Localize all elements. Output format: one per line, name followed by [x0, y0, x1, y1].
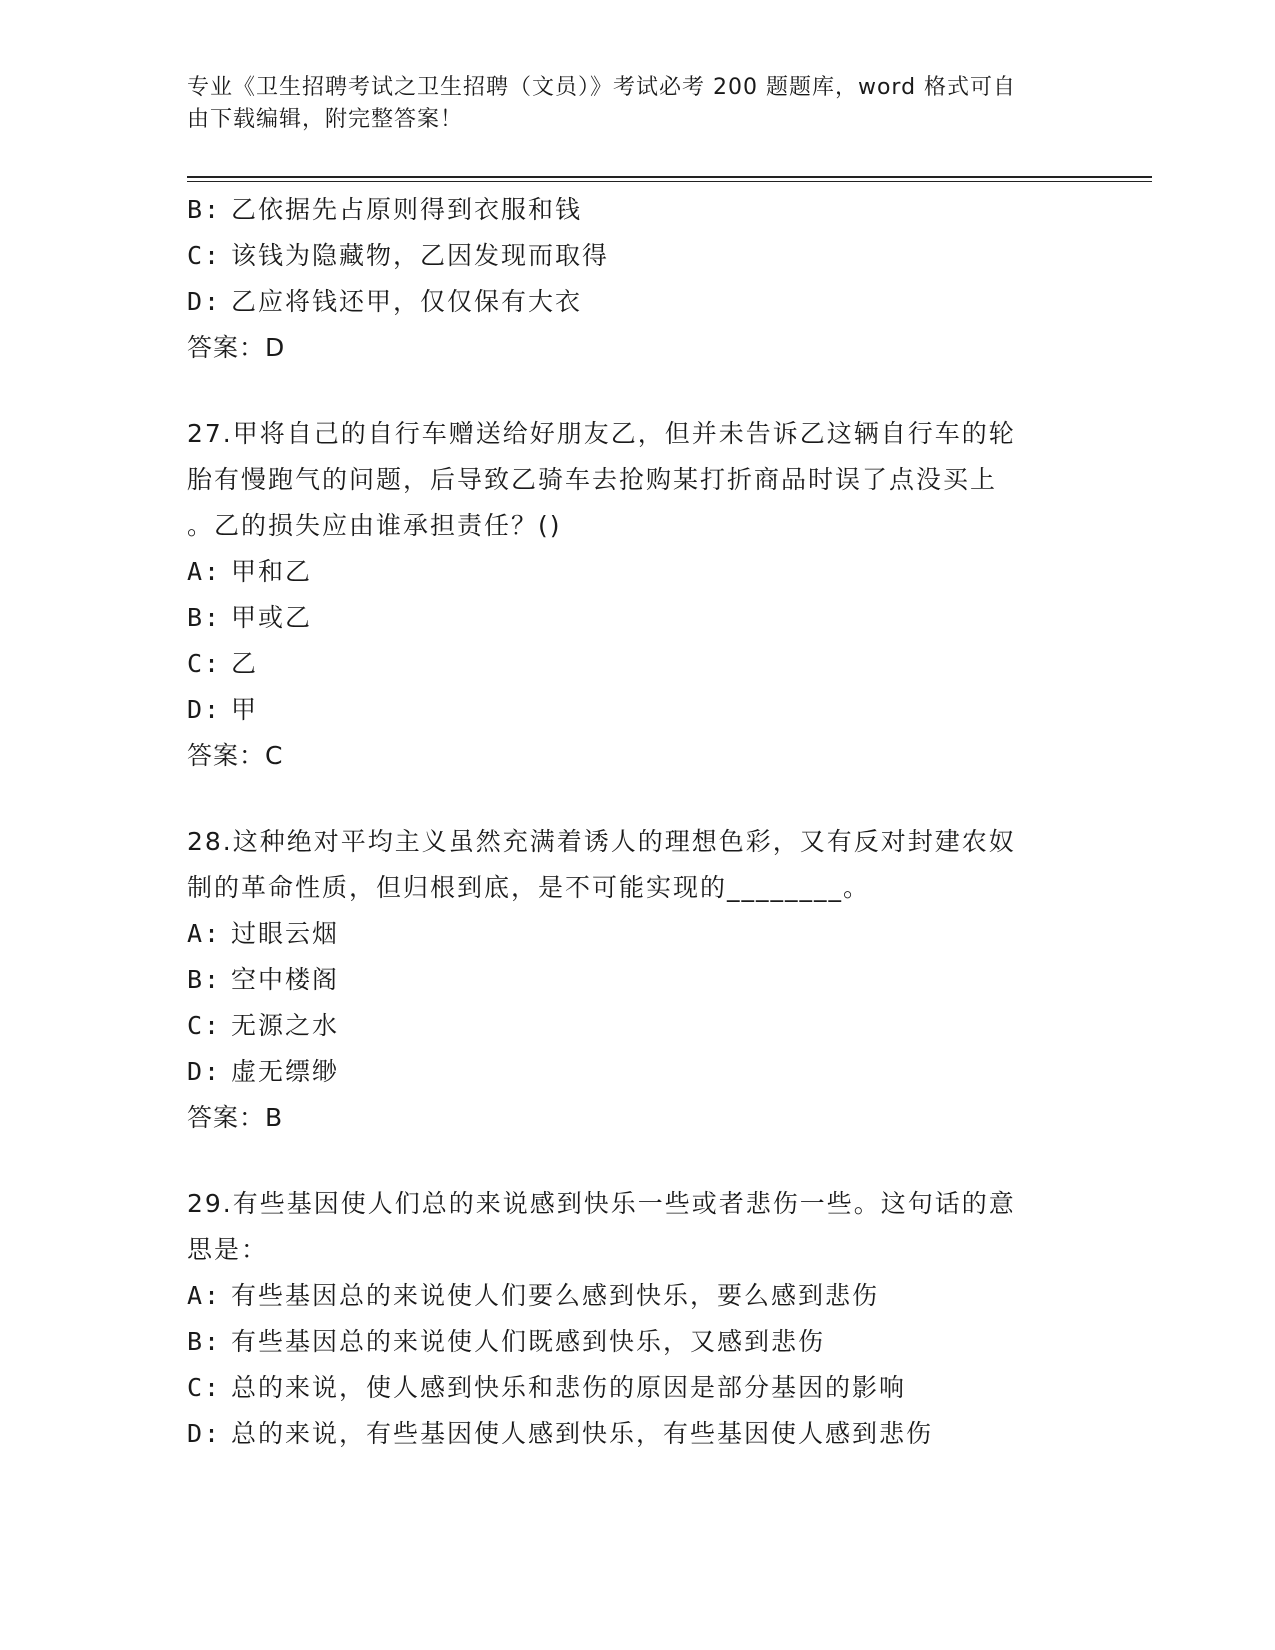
option-letter: D: — [187, 695, 222, 724]
option-text: 乙应将钱还甲，仅仅保有大衣 — [231, 287, 583, 316]
option-letter: C: — [187, 649, 222, 678]
question-stem-line: 。乙的损失应由谁承担责任？() — [187, 511, 562, 540]
option-a — [187, 1273, 1087, 1319]
option-text: 甲和乙 — [231, 557, 313, 586]
option-letter: A: — [187, 1281, 222, 1310]
option-text: 过眼云烟 — [231, 919, 340, 948]
answer-line: 答案：B — [187, 1103, 284, 1132]
option-c — [187, 1003, 1087, 1049]
header-title-line-1: 专业《卫生招聘考试之卫生招聘（文员）》考试必考 200 题题库，word 格式可自 — [187, 75, 1017, 100]
question-content — [187, 187, 1087, 1457]
option-text: 虚无缥缈 — [231, 1057, 340, 1086]
option-letter: B: — [187, 195, 222, 224]
option-letter: D: — [187, 1419, 222, 1448]
option-text: 无源之水 — [231, 1011, 340, 1040]
option-c — [187, 641, 1087, 687]
option-letter: B: — [187, 603, 222, 632]
answer-line: 答案：C — [187, 741, 284, 770]
option-d — [187, 1411, 1087, 1457]
option-text: 乙 — [231, 649, 259, 678]
document-header — [187, 72, 1067, 136]
option-a — [187, 549, 1087, 595]
option-text: 甲 — [231, 695, 259, 724]
question-gap — [187, 779, 1087, 819]
option-b — [187, 1319, 1087, 1365]
header-divider-thin — [187, 181, 1152, 182]
question-stem-line: 制的革命性质，但归根到底，是不可能实现的________。 — [187, 873, 871, 902]
question-gap — [187, 371, 1087, 411]
option-a — [187, 911, 1087, 957]
question-27 — [187, 411, 1087, 779]
option-d — [187, 687, 1087, 733]
option-letter: B: — [187, 1327, 222, 1356]
option-b — [187, 957, 1087, 1003]
option-text: 甲或乙 — [231, 603, 313, 632]
option-b — [187, 595, 1087, 641]
option-b — [187, 187, 1087, 233]
option-text: 空中楼阁 — [231, 965, 340, 994]
header-divider-thick — [187, 176, 1152, 178]
question-stem-line: 28.这种绝对平均主义虽然充满着诱人的理想色彩，又有反对封建农奴 — [187, 827, 1016, 856]
option-letter: C: — [187, 241, 222, 270]
question-26-continued — [187, 187, 1087, 371]
option-letter: B: — [187, 965, 222, 994]
question-stem-line: 29.有些基因使人们总的来说感到快乐一些或者悲伤一些。这句话的意 — [187, 1189, 1016, 1218]
question-stem-line: 思是： — [187, 1235, 269, 1264]
option-letter: A: — [187, 919, 222, 948]
option-d — [187, 1049, 1087, 1095]
option-text: 乙依据先占原则得到衣服和钱 — [231, 195, 583, 224]
header-title-line-2: 由下载编辑，附完整答案！ — [187, 107, 464, 132]
option-text: 总的来说，使人感到快乐和悲伤的原因是部分基因的影响 — [231, 1373, 907, 1402]
question-28 — [187, 819, 1087, 1141]
option-text: 有些基因总的来说使人们要么感到快乐，要么感到悲伤 — [231, 1281, 880, 1310]
option-letter: D: — [187, 287, 222, 316]
option-c — [187, 1365, 1087, 1411]
question-gap — [187, 1141, 1087, 1181]
option-c — [187, 233, 1087, 279]
option-text: 总的来说，有些基因使人感到快乐，有些基因使人感到悲伤 — [231, 1419, 934, 1448]
question-stem-line: 27.甲将自己的自行车赠送给好朋友乙，但并未告诉乙这辆自行车的轮 — [187, 419, 1016, 448]
option-letter: C: — [187, 1011, 222, 1040]
option-letter: A: — [187, 557, 222, 586]
option-letter: D: — [187, 1057, 222, 1086]
question-stem-line: 胎有慢跑气的问题，后导致乙骑车去抢购某打折商品时误了点没买上 — [187, 465, 998, 494]
option-letter: C: — [187, 1373, 222, 1402]
question-29 — [187, 1181, 1087, 1457]
option-text: 有些基因总的来说使人们既感到快乐，又感到悲伤 — [231, 1327, 826, 1356]
option-text: 该钱为隐藏物，乙因发现而取得 — [231, 241, 610, 270]
option-d — [187, 279, 1087, 325]
answer-line: 答案：D — [187, 333, 286, 362]
